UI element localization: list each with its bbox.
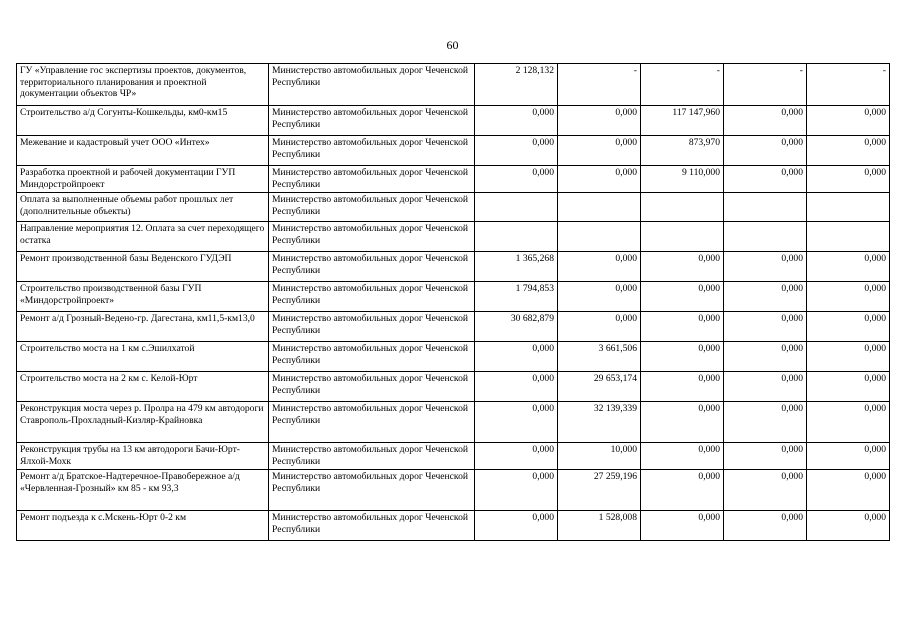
value-cell: 0,000 xyxy=(641,470,724,511)
value-cell: 0,000 xyxy=(807,342,890,372)
page-number: 60 xyxy=(446,38,459,52)
table-row xyxy=(17,193,890,222)
value-cell: - xyxy=(558,64,641,106)
responsible-org-cell: Министерство автомобильных дорог Чеченской Республики xyxy=(269,312,475,342)
value-cell xyxy=(641,222,724,252)
value-cell: 0,000 xyxy=(475,511,558,541)
value-cell: 0,000 xyxy=(724,342,807,372)
event-name-cell: Оплата за выполненные объемы работ прошлых лет (дополнительные объекты) xyxy=(17,193,269,222)
table-row xyxy=(17,64,890,106)
value-cell: 0,000 xyxy=(807,252,890,282)
value-cell: 0,000 xyxy=(724,166,807,193)
value-cell: 0,000 xyxy=(641,402,724,443)
value-cell: - xyxy=(724,64,807,106)
table-row xyxy=(17,342,890,372)
value-cell: 0,000 xyxy=(724,470,807,511)
table-row xyxy=(17,372,890,402)
table-row xyxy=(17,511,890,541)
value-cell: 1 528,008 xyxy=(558,511,641,541)
value-cell: 0,000 xyxy=(724,511,807,541)
value-cell: 0,000 xyxy=(641,342,724,372)
value-cell xyxy=(558,222,641,252)
value-cell: 0,000 xyxy=(641,511,724,541)
value-cell: 873,970 xyxy=(641,136,724,166)
responsible-org-cell: Министерство автомобильных дорог Чеченской Республики xyxy=(269,64,475,106)
value-cell: 0,000 xyxy=(807,136,890,166)
value-cell xyxy=(724,193,807,222)
event-name-cell: Строительство моста на 2 км с. Келой-Юрт xyxy=(17,372,269,402)
table-row xyxy=(17,312,890,342)
value-cell: 0,000 xyxy=(641,252,724,282)
value-cell: 29 653,174 xyxy=(558,372,641,402)
value-cell: 0,000 xyxy=(807,511,890,541)
value-cell: 0,000 xyxy=(475,402,558,443)
value-cell: 0,000 xyxy=(724,443,807,470)
responsible-org-cell: Министерство автомобильных дорог Чеченской Республики xyxy=(269,166,475,193)
value-cell: 0,000 xyxy=(475,136,558,166)
event-name-cell: Строительство моста на 1 км с.Эшилхатой xyxy=(17,342,269,372)
responsible-org-cell: Министерство автомобильных дорог Чеченской Республики xyxy=(269,222,475,252)
table-row xyxy=(17,252,890,282)
value-cell: 117 147,960 xyxy=(641,106,724,136)
value-cell: 0,000 xyxy=(641,282,724,312)
table-row xyxy=(17,282,890,312)
event-name-cell: Ремонт а/д Грозный-Ведено-гр. Дагестана, км11,5-км13,0 xyxy=(17,312,269,342)
value-cell: - xyxy=(807,64,890,106)
value-cell: 27 259,196 xyxy=(558,470,641,511)
event-name-cell: Строительство производственной базы ГУП «Миндорстройпроект» xyxy=(17,282,269,312)
responsible-org-cell: Министерство автомобильных дорог Чеченской Республики xyxy=(269,252,475,282)
value-cell: 0,000 xyxy=(475,166,558,193)
event-name-cell: ГУ «Управление гос экспертизы проектов, документов, территориального планирования и проектной документации объектов ЧР» xyxy=(17,64,269,106)
value-cell: 0,000 xyxy=(641,312,724,342)
event-name-cell: Реконструкция трубы на 13 км автодороги Бачи-Юрт-Ялхой-Мохк xyxy=(17,443,269,470)
value-cell: - xyxy=(641,64,724,106)
value-cell xyxy=(558,193,641,222)
event-name-cell: Реконструкция моста через р. Пролра на 479 км автодороги Ставрополь-Прохладный-Кизляр-Крайновка xyxy=(17,402,269,443)
event-name-cell: Направление мероприятия 12. Оплата за счет переходящего остатка xyxy=(17,222,269,252)
responsible-org-cell: Министерство автомобильных дорог Чеченской Республики xyxy=(269,193,475,222)
value-cell: 0,000 xyxy=(807,312,890,342)
value-cell: 0,000 xyxy=(724,106,807,136)
value-cell: 0,000 xyxy=(641,443,724,470)
value-cell: 0,000 xyxy=(807,402,890,443)
value-cell: 1 365,268 xyxy=(475,252,558,282)
responsible-org-cell: Министерство автомобильных дорог Чеченской Республики xyxy=(269,342,475,372)
responsible-org-cell: Министерство автомобильных дорог Чеченской Республики xyxy=(269,136,475,166)
value-cell: 0,000 xyxy=(641,372,724,402)
event-name-cell: Ремонт производственной базы Веденского ГУДЭП xyxy=(17,252,269,282)
table-row xyxy=(17,443,890,470)
value-cell: 0,000 xyxy=(724,252,807,282)
value-cell: 0,000 xyxy=(558,136,641,166)
value-cell: 0,000 xyxy=(807,470,890,511)
value-cell: 0,000 xyxy=(475,342,558,372)
responsible-org-cell: Министерство автомобильных дорог Чеченской Республики xyxy=(269,372,475,402)
value-cell: 0,000 xyxy=(558,312,641,342)
value-cell: 0,000 xyxy=(807,372,890,402)
value-cell xyxy=(807,193,890,222)
value-cell: 0,000 xyxy=(807,282,890,312)
responsible-org-cell: Министерство автомобильных дорог Чеченской Республики xyxy=(269,470,475,511)
value-cell: 0,000 xyxy=(807,443,890,470)
value-cell xyxy=(807,222,890,252)
value-cell: 10,000 xyxy=(558,443,641,470)
value-cell: 2 128,132 xyxy=(475,64,558,106)
value-cell: 0,000 xyxy=(724,136,807,166)
value-cell: 0,000 xyxy=(724,402,807,443)
value-cell: 0,000 xyxy=(807,106,890,136)
value-cell: 0,000 xyxy=(558,282,641,312)
responsible-org-cell: Министерство автомобильных дорог Чеченской Республики xyxy=(269,402,475,443)
event-name-cell: Ремонт подъезда к с.Мскень-Юрт 0-2 км xyxy=(17,511,269,541)
event-name-cell: Строительство а/д Согунты-Кошкельды, км0-км15 xyxy=(17,106,269,136)
responsible-org-cell: Министерство автомобильных дорог Чеченской Республики xyxy=(269,282,475,312)
table-row xyxy=(17,402,890,443)
value-cell xyxy=(475,193,558,222)
value-cell: 0,000 xyxy=(724,282,807,312)
value-cell: 0,000 xyxy=(558,252,641,282)
event-name-cell: Разработка проектной и рабочей документации ГУП Миндорстройпроект xyxy=(17,166,269,193)
value-cell: 0,000 xyxy=(475,106,558,136)
responsible-org-cell: Министерство автомобильных дорог Чеченской Республики xyxy=(269,511,475,541)
value-cell: 0,000 xyxy=(724,312,807,342)
table-row xyxy=(17,106,890,136)
budget-table xyxy=(16,63,890,541)
value-cell: 3 661,506 xyxy=(558,342,641,372)
responsible-org-cell: Министерство автомобильных дорог Чеченской Республики xyxy=(269,443,475,470)
value-cell: 32 139,339 xyxy=(558,402,641,443)
value-cell: 0,000 xyxy=(475,443,558,470)
value-cell: 30 682,879 xyxy=(475,312,558,342)
event-name-cell: Ремонт а/д Братское-Надтеречное-Правобережное а/д «Червленная-Грозный» км 85 - км 93,3 xyxy=(17,470,269,511)
table-row xyxy=(17,222,890,252)
value-cell: 9 110,000 xyxy=(641,166,724,193)
value-cell: 0,000 xyxy=(807,166,890,193)
event-name-cell: Межевание и кадастровый учет ООО «Интех» xyxy=(17,136,269,166)
value-cell xyxy=(475,222,558,252)
value-cell: 0,000 xyxy=(558,106,641,136)
value-cell: 0,000 xyxy=(475,372,558,402)
value-cell: 0,000 xyxy=(558,166,641,193)
value-cell: 0,000 xyxy=(724,372,807,402)
value-cell: 0,000 xyxy=(475,470,558,511)
table-row xyxy=(17,470,890,511)
value-cell: 1 794,853 xyxy=(475,282,558,312)
table-row xyxy=(17,136,890,166)
value-cell xyxy=(724,222,807,252)
table-row xyxy=(17,166,890,193)
value-cell xyxy=(641,193,724,222)
responsible-org-cell: Министерство автомобильных дорог Чеченской Республики xyxy=(269,106,475,136)
